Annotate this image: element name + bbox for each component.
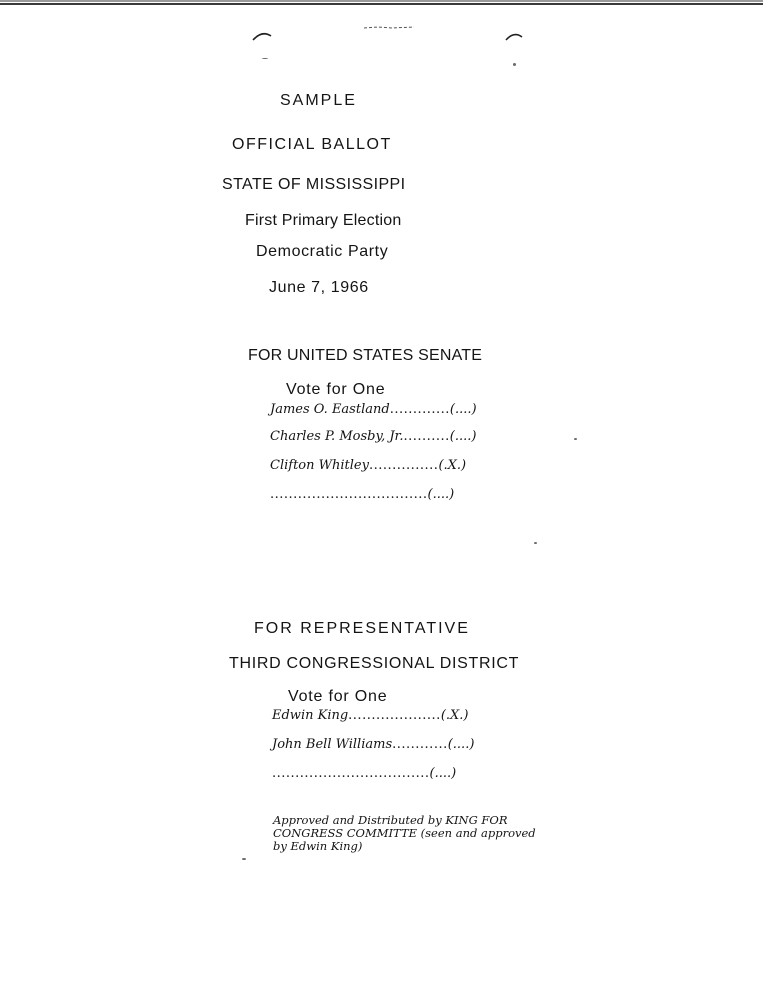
senate-candidate-row <box>270 458 466 473</box>
vote-box[interactable]: (....) <box>429 766 457 781</box>
vote-box[interactable]: (....) <box>449 429 477 444</box>
leader-dots: .................................. <box>272 766 430 781</box>
representative-candidate-row <box>272 708 469 723</box>
representative-vote-instruction: Vote for One <box>288 688 388 705</box>
approval-note <box>273 814 536 853</box>
state-name: STATE OF MISSISSIPPI <box>222 176 406 193</box>
vote-box[interactable]: (....) <box>449 402 477 417</box>
senate-write-in-row <box>270 487 454 502</box>
scan-speck <box>574 438 577 440</box>
scan-speck <box>534 542 537 544</box>
senate-vote-instruction: Vote for One <box>286 381 386 398</box>
representative-section-title: FOR REPRESENTATIVE <box>254 620 470 637</box>
scan-speck <box>262 58 268 59</box>
senate-section-title: FOR UNITED STATES SENATE <box>248 347 483 364</box>
sample-label: SAMPLE <box>280 92 357 109</box>
leader-dots: .................................. <box>270 487 428 502</box>
representative-candidate-row <box>272 737 474 752</box>
candidate-name: Clifton Whitley <box>270 458 369 473</box>
candidate-name: Charles P. Mosby, Jr. <box>270 429 404 444</box>
vote-box[interactable]: (.X.) <box>438 458 467 473</box>
leader-dots: ............... <box>368 458 439 473</box>
scan-mark-icon <box>503 28 525 44</box>
candidate-name: James O. Eastland <box>270 402 390 417</box>
vote-box[interactable]: (....) <box>427 487 455 502</box>
senate-candidate-row <box>270 429 476 444</box>
candidate-name: John Bell Williams <box>272 737 393 752</box>
leader-dots: .......... <box>403 429 450 444</box>
scan-edge-line <box>0 0 763 2</box>
district-name: THIRD CONGRESSIONAL DISTRICT <box>229 655 520 672</box>
scan-speck <box>513 63 516 66</box>
party-name: Democratic Party <box>256 243 389 260</box>
approval-note-line: by Edwin King) <box>273 839 363 853</box>
candidate-name: Edwin King <box>272 708 349 723</box>
election-date: June 7, 1966 <box>269 279 369 296</box>
scan-mark-icon <box>250 28 274 44</box>
senate-candidate-row <box>270 402 477 417</box>
approval-note-line: Approved and Distributed by KING FOR <box>273 813 508 827</box>
leader-dots: ............. <box>389 402 450 417</box>
scan-speck <box>242 858 246 860</box>
leader-dots: .................... <box>348 708 441 723</box>
election-name: First Primary Election <box>245 212 402 229</box>
vote-box[interactable]: (.X.) <box>440 708 469 723</box>
vote-box[interactable]: (....) <box>447 737 475 752</box>
scan-edge-line <box>0 3 763 5</box>
representative-write-in-row <box>272 766 456 781</box>
approval-note-line: CONGRESS COMMITTE (seen and approved <box>273 826 536 840</box>
scan-smudge-icon <box>362 22 418 32</box>
leader-dots: ............ <box>392 737 448 752</box>
official-ballot-title: OFFICIAL BALLOT <box>232 136 392 153</box>
